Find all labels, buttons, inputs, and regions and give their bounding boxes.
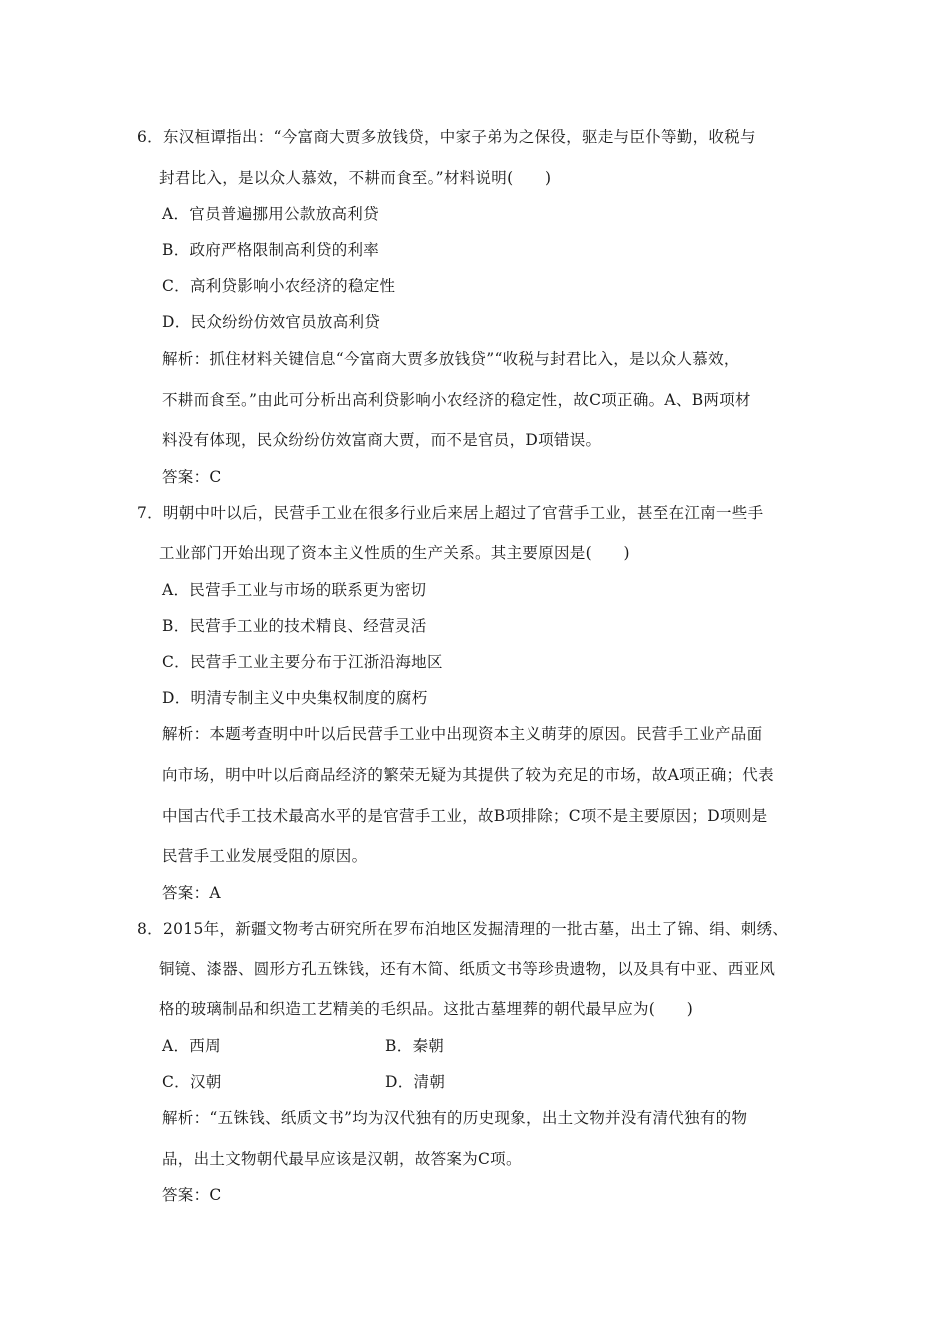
option-d: D．明清专制主义中央集权制度的腐朽 <box>162 689 428 707</box>
analysis-line: 解析：抓住材料关键信息“今富商大贾多放钱贷”“收税与封君比入，是以众人慕效， <box>162 350 740 368</box>
option-a: A．西周 <box>162 1037 221 1055</box>
analysis-line: 中国古代手工技术最高水平的是官营手工业，故B项排除；C项不是主要原因；D项则是 <box>162 807 768 825</box>
option-c: C．汉朝 <box>162 1073 222 1091</box>
question-stem-line: 格的玻璃制品和织造工艺精美的毛织品。这批古墓埋葬的朝代最早应为( ) <box>159 1000 694 1018</box>
option-b: B．秦朝 <box>385 1037 445 1055</box>
analysis-line: 民营手工业发展受阻的原因。 <box>162 847 368 865</box>
analysis-line: 品，出土文物朝代最早应该是汉朝，故答案为C项。 <box>162 1150 522 1168</box>
answer-line: 答案：A <box>162 884 221 902</box>
option-b: B．民营手工业的技术精良、经营灵活 <box>162 617 427 635</box>
question-stem-line: 8．2015年，新疆文物考古研究所在罗布泊地区发掘清理的一批古墓，出土了锦、绢、刺绣、 <box>137 920 789 938</box>
option-a: A．民营手工业与市场的联系更为密切 <box>162 581 427 599</box>
question-stem-line: 6．东汉桓谭指出：“今富商大贾多放钱贷，中家子弟为之保役，驱走与臣仆等勤，收税与 <box>137 128 756 146</box>
option-d: D．民众纷纷仿效官员放高利贷 <box>162 313 381 331</box>
option-d: D．清朝 <box>385 1073 446 1091</box>
analysis-line: 料没有体现，民众纷纷仿效富商大贾，而不是官员，D项错误。 <box>162 431 602 449</box>
option-b: B．政府严格限制高利贷的利率 <box>162 241 380 259</box>
option-c: C．高利贷影响小农经济的稳定性 <box>162 277 396 295</box>
answer-line: 答案：C <box>162 1186 222 1204</box>
analysis-line: 向市场，明中叶以后商品经济的繁荣无疑为其提供了较为充足的市场，故A项正确；代表 <box>162 766 774 784</box>
analysis-line: 解析：本题考查明中叶以后民营手工业中出现资本主义萌芽的原因。民营手工业产品面 <box>162 725 763 743</box>
question-stem-line: 7．明朝中叶以后，民营手工业在很多行业后来居上超过了官营手工业，甚至在江南一些手 <box>137 504 764 522</box>
analysis-line: 不耕而食至。”由此可分析出高利贷影响小农经济的稳定性，故C项正确。A、B两项材 <box>162 391 751 409</box>
question-stem-line: 工业部门开始出现了资本主义性质的生产关系。其主要原因是( ) <box>159 544 630 562</box>
option-c: C．民营手工业主要分布于江浙沿海地区 <box>162 653 443 671</box>
question-stem-line: 封君比入，是以众人慕效，不耕而食至。”材料说明( ) <box>159 169 552 187</box>
option-a: A．官员普遍挪用公款放高利贷 <box>162 205 379 223</box>
question-stem-line: 铜镜、漆器、圆形方孔五铢钱，还有木简、纸质文书等珍贵遗物，以及具有中亚、西亚风 <box>159 960 776 978</box>
analysis-line: 解析：“五铢钱、纸质文书”均为汉代独有的历史现象，出土文物并没有清代独有的物 <box>162 1109 748 1127</box>
answer-line: 答案：C <box>162 468 222 486</box>
